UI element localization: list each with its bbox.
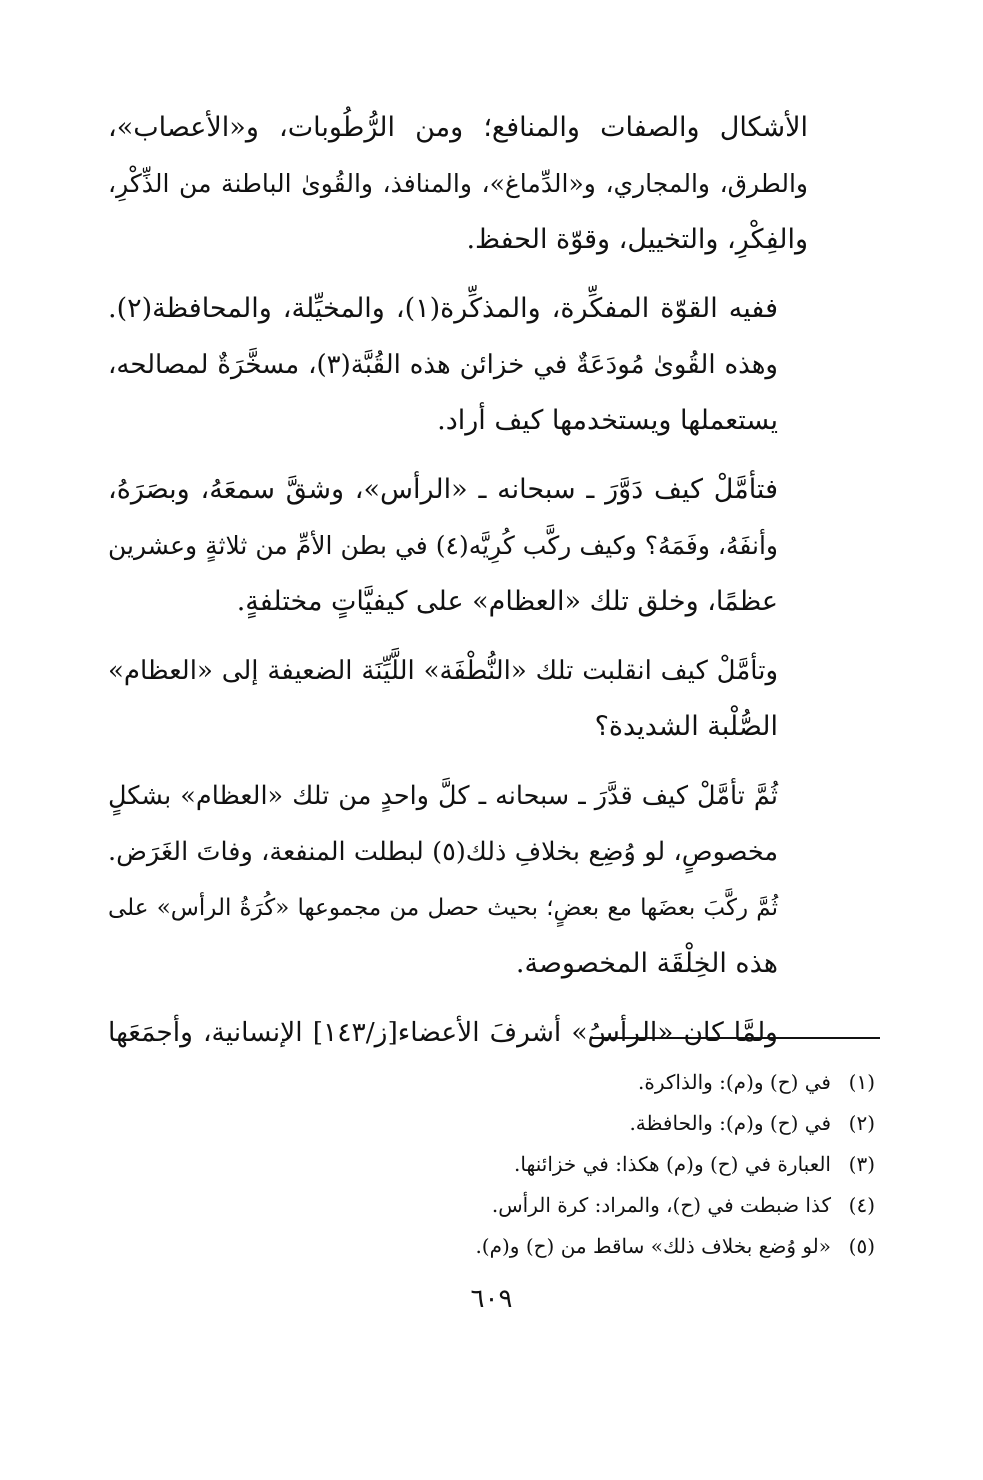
footnote-number: (٤) [848, 1193, 875, 1217]
paragraph-6 [108, 1005, 808, 1061]
footnotes [275, 1062, 875, 1267]
footnote [275, 1226, 875, 1267]
footnote-number: (١) [848, 1070, 875, 1094]
main-text [108, 100, 808, 1074]
footnote-number: (٥) [848, 1234, 875, 1258]
footnote [275, 1185, 875, 1226]
text-line: ثُمَّ ركَّبَ بعضَها مع بعضٍ؛ بحيث حصل من مجموعها «كُرَةُ الرأس» على [108, 895, 778, 921]
paragraph-3 [108, 462, 808, 630]
text-line: الصُّلْبة الشديدة؟ [594, 711, 778, 742]
paragraph-5 [108, 768, 808, 992]
text-line: مخصوصٍ، لو وُضِع بخلافِ ذلك(٥) لبطلت المنفعة، وفاتَ الغَرَض. [108, 837, 778, 867]
footnote-separator [590, 1037, 880, 1039]
footnote-number: (٢) [848, 1111, 875, 1135]
text-line: وأنفَهُ، وفَمَهُ؟ وكيف ركَّب كُرِيَّه(٤) في بطن الأمِّ من ثلاثةٍ وعشرين [108, 531, 778, 560]
text-line: وهذه القُوىٰ مُودَعَةٌ في خزائن هذه القُبَّة(٣)، مسخَّرَةٌ لمصالحه، [108, 350, 778, 380]
text-line: وتأمَّلْ كيف انقلبت تلك «النُّطْفَة» اللَّيِّنَة الضعيفة إلى «العظام» [108, 656, 778, 686]
text-line: ولمَّا كان «الرأسُ» أشرفَ الأعضاء[ز/١٤٣] الإنسانية، وأجمَعَها [108, 1017, 778, 1048]
footnote-text: في (ح) و(م): والحافظة. [629, 1111, 831, 1135]
text-line: فتأمَّلْ كيف دَوَّرَ ـ سبحانه ـ «الرأس»، وشقَّ سمعَهُ، وبصَرَهُ، [108, 474, 778, 505]
footnote [275, 1144, 875, 1185]
text-line: ثُمَّ تأمَّلْ كيف قدَّرَ ـ سبحانه ـ كلَّ واحدٍ من تلك «العظام» بشكلٍ [108, 781, 778, 811]
paragraph-2 [108, 281, 808, 449]
footnote-text: «لو وُضع بخلاف ذلك» ساقط من (ح) و(م). [475, 1234, 831, 1258]
footnote-number: (٣) [848, 1152, 875, 1176]
text-line: يستعملها ويستخدمها كيف أراد. [437, 405, 778, 436]
footnote-text: العبارة في (ح) و(م) هكذا: في خزائنها. [514, 1152, 831, 1176]
footnote-text: في (ح) و(م): والذاكرة. [638, 1070, 831, 1094]
text-line: والطرق، والمجاري، و«الدِّماغ»، والمنافذ، والقُوىٰ الباطنة من الذِّكْرِ، [108, 169, 808, 198]
text-line: الأشكال والصفات والمنافع؛ ومن الرُّطُوبات، و«الأعصاب»، [108, 112, 808, 143]
paragraph-4 [108, 643, 808, 755]
text-line: ففيه القوّة المفكِّرة، والمذكِّرة(١)، والمخيِّلة، والمحافظة(٢). [108, 293, 778, 324]
footnote [275, 1062, 875, 1103]
footnote-text: كذا ضبطت في (ح)، والمراد: كرة الرأس. [491, 1193, 831, 1217]
paragraph-1 [108, 100, 808, 268]
text-line: عظمًا، وخلق تلك «العظام» على كيفيَّاتٍ مختلفةٍ. [236, 586, 778, 617]
text-line: هذه الخِلْقَة المخصوصة. [515, 948, 778, 979]
text-line: والفِكْرِ، والتخييل، وقوّة الحفظ. [466, 224, 808, 255]
page-number: ٦٠٩ [470, 1284, 513, 1314]
footnote [275, 1103, 875, 1144]
